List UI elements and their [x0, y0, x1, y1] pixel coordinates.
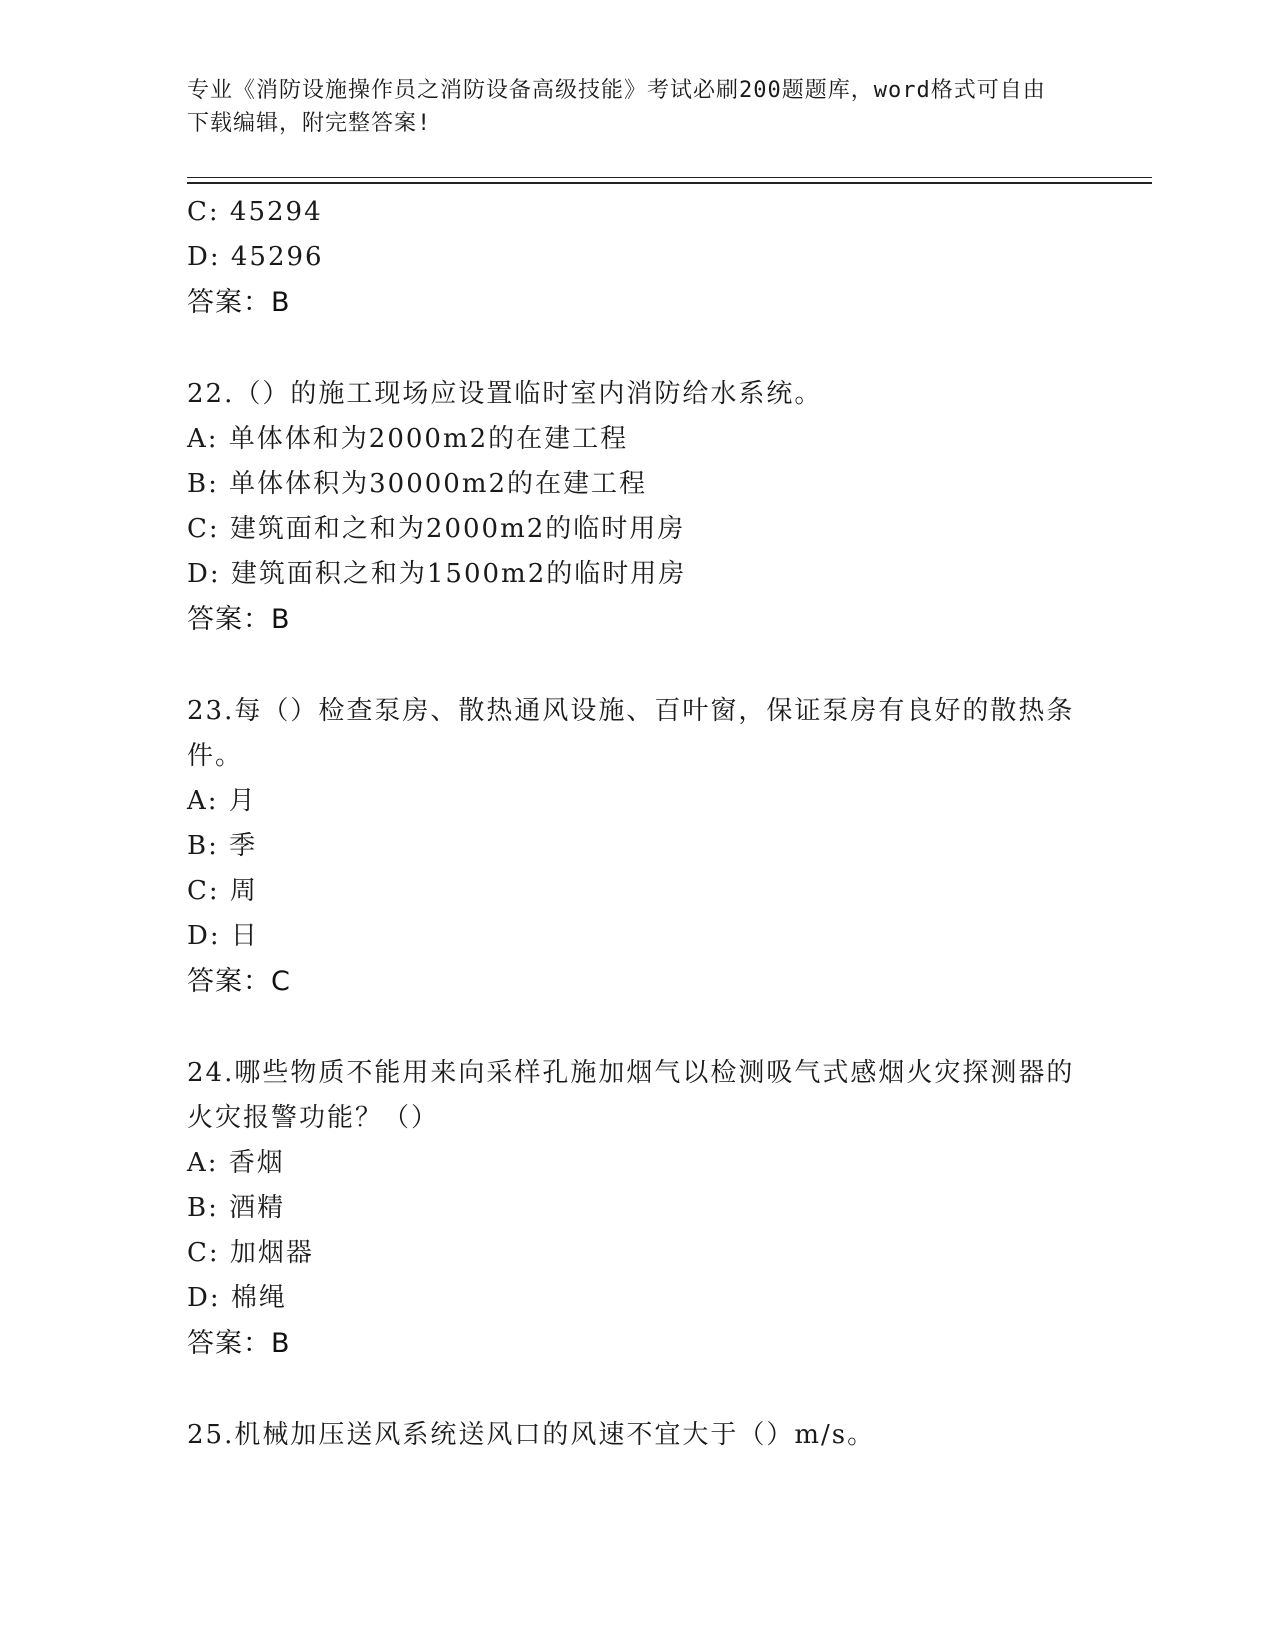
option-d: D: 棉绳 — [187, 1283, 287, 1313]
answer-line: 答案：B — [187, 604, 291, 635]
option-d: D: 日 — [187, 921, 259, 951]
option-c: C: 加烟器 — [187, 1238, 314, 1268]
question-continued — [187, 190, 1087, 326]
document-body — [187, 190, 1087, 1458]
question-text: 22.（）的施工现场应设置临时室内消防给水系统。 — [187, 379, 823, 409]
question-text: 23.每（）检查泵房、散热通风设施、百叶窗，保证泵房有良好的散热条件。 — [187, 696, 1075, 771]
spacer — [187, 643, 1087, 689]
option-b: B: 单体体积为30000m2的在建工程 — [187, 469, 648, 499]
question-text: 24.哪些物质不能用来向采样孔施加烟气以检测吸气式感烟火灾探测器的火灾报警功能？（） — [187, 1058, 1075, 1133]
header-divider-thin — [187, 177, 1152, 178]
answer-line: 答案：B — [187, 1328, 291, 1359]
question-23 — [187, 689, 1087, 1005]
answer-line: 答案：B — [187, 287, 291, 318]
question-25 — [187, 1413, 1087, 1458]
option-c: C: 建筑面和之和为2000m2的临时用房 — [187, 514, 686, 544]
option-a: A: 单体体和为2000m2的在建工程 — [187, 424, 629, 454]
option-a: A: 香烟 — [187, 1148, 285, 1178]
spacer — [187, 1005, 1087, 1051]
option-d: D: 建筑面积之和为1500m2的临时用房 — [187, 559, 687, 589]
option-a: A: 月 — [187, 786, 257, 816]
header-divider-thick — [187, 182, 1152, 184]
spacer — [187, 326, 1087, 372]
question-22 — [187, 372, 1087, 643]
option-d: D: 45296 — [187, 242, 324, 272]
option-b: B: 季 — [187, 831, 258, 861]
answer-line: 答案：C — [187, 966, 291, 997]
option-c: C: 45294 — [187, 197, 323, 227]
question-text: 25.机械加压送风系统送风口的风速不宜大于（）m/s。 — [187, 1420, 876, 1450]
header-title: 专业《消防设施操作员之消防设备高级技能》考试必刷200题题库，word格式可自由下载编辑，附完整答案! — [187, 78, 1046, 136]
spacer — [187, 1367, 1087, 1413]
option-c: C: 周 — [187, 876, 258, 906]
option-b: B: 酒精 — [187, 1193, 286, 1223]
question-24 — [187, 1051, 1087, 1367]
document-header — [187, 74, 1067, 140]
